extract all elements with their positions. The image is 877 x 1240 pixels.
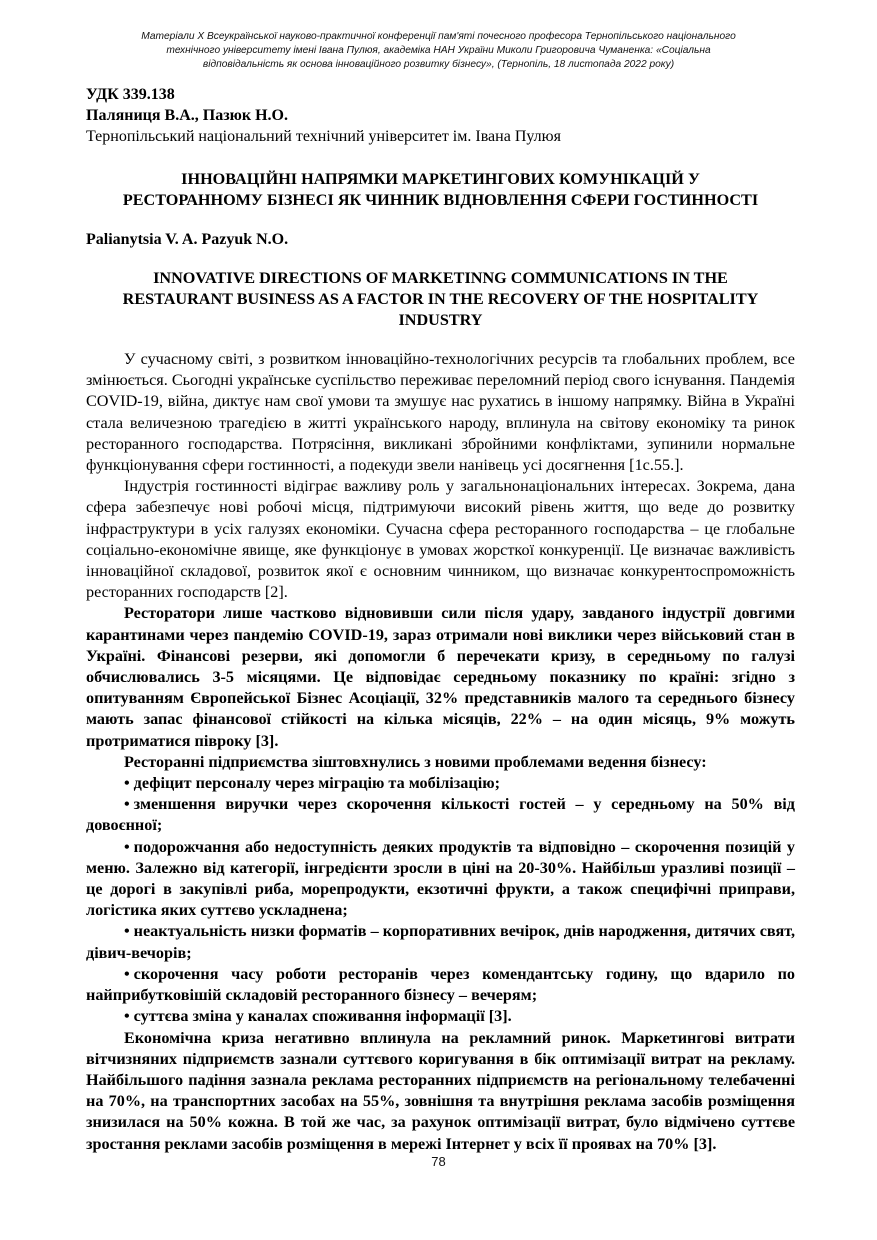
authors-en: Palianytsia V. A. Pazyuk N.O. xyxy=(86,231,289,248)
body-text xyxy=(86,349,795,1155)
bullet-text: неактуальність низки форматів – корпоративних вечірок, днів народження, дитячих свят, дівич-вечорів; xyxy=(86,922,795,962)
bullet-item xyxy=(86,964,795,1006)
bullet-marker: • xyxy=(124,964,130,983)
paragraph-3: Ресторатори лише частково відновивши сили після удару, завданого індустрії довгими карантинами через пандемію COVID-19, зараз отримали нові виклики через військовий стан в Україні. Фінансові резерви, які допомогли б перечекати кризу, в середньому по галузі обчислювались 3-5 місяцями. Це відповідає середньому показнику по країні: згідно з опитуванням Європейської Бізнес Асоціації, 32% представників малого та середнього бізнесу мають запас фінансової стійкості на кілька місяців, 22% – на один місяць, 9% можуть протриматися півроку [3]. xyxy=(86,604,795,750)
bullet-item xyxy=(86,794,795,836)
bullet-text: суттєва зміна у каналах споживання інформації [3]. xyxy=(133,1007,512,1026)
bullet-marker: • xyxy=(124,774,130,793)
paragraph-1: У сучасному світі, з розвитком інноваційно-технологічних ресурсів та глобальних проблем, все змінюється. Сьогодні українське суспільство переживає переломний період свого існування. Пандемія COVID-19, війна, диктує нам свої умови та змушує нас рухатись в іншому напрямку. Війна в Україні стала величезною трагедією в житті українського народу, вплинула на світову економіку та ринок ресторанного господарства. Потрясіння, викликані збройними конфліктами, зупинили нормальне функціонування сфери гостинності, а подекуди звели нанівець усі досягнення [1с.55.]. xyxy=(86,350,795,475)
bullet-marker: • xyxy=(124,922,130,941)
authors-ua: Паляниця В.А., Пазюк Н.О. xyxy=(86,107,288,124)
title-ua-line-2: РЕСТОРАННОМУ БІЗНЕСІ ЯК ЧИННИК ВІДНОВЛЕННЯ СФЕРИ ГОСТИННОСТІ xyxy=(122,191,759,209)
header-line-2: технічного університету імені Івана Пулюя, академіка НАН України Миколи Григоровича Чуманенка: «Соціальна xyxy=(166,45,711,56)
udc-code: УДК 339.138 xyxy=(86,86,175,103)
header-line-1: Матеріали Х Всеукраїнської науково-практичної конференції пам'яті почесного професора Тернопільського національного xyxy=(141,31,736,42)
article-body xyxy=(86,84,795,1155)
bullet-marker: • xyxy=(124,795,130,814)
bullet-item xyxy=(86,773,795,794)
title-ua-line-1: ІННОВАЦІЙНІ НАПРЯМКИ МАРКЕТИНГОВИХ КОМУНІКАЦІЙ У xyxy=(181,170,700,188)
bullet-item xyxy=(86,1006,795,1027)
bullet-text: зменшення виручки через скорочення кількості гостей – у середньому на 50% від довоєнної; xyxy=(86,795,795,835)
bullet-item xyxy=(86,837,795,922)
title-ua xyxy=(86,169,795,211)
title-en xyxy=(86,268,795,331)
header-line-3: відповідальність як основа інноваційного розвитку бізнесу», (Тернопіль, 18 листопада 2022 року) xyxy=(202,59,675,70)
paragraph-2: Індустрія гостинності відіграє важливу роль у загальнонаціональних інтересах. Зокрема, дана сфера забезпечує нові робочі місця, підтримуючи високий рівень життя, що веде до розвитку інфраструктури в усіх галузях економіки. Сучасна сфера ресторанного господарства – це глобальне соціально-економічне явище, яке функціонує в умовах жорсткої конкуренції. Це визначає важливість інноваційної складової, розвиток якої є основним чинником, що визначає конкурентоспроможність ресторанних господарств [2]. xyxy=(86,477,795,602)
paragraph-5: Економічна криза негативно вплинула на рекламний ринок. Маркетингові витрати вітчизняних підприємств зазнали суттєвого коригування в бік оптимізації витрат на рекламу. Найбільшого падіння зазнала реклама ресторанних підприємств на регіональному телебаченні на 70%, на транспортних засобах на 55%, зовнішня та внутрішня реклама засобів розміщення знизилася на 50% кожна. В той же час, за рахунок оптимізації витрат, було відмічено суттєве зростання реклами засобів розміщення в мережі Інтернет у всіх її проявах на 70% [3]. xyxy=(86,1028,795,1153)
bullet-text: скорочення часу роботи ресторанів через комендантську годину, що вдарило по найприбутковішій складовій ресторанного бізнесу – вечерям; xyxy=(86,964,795,1005)
title-en-line-2: RESTAURANT BUSINESS AS A FACTOR IN THE RECOVERY OF THE HOSPITALITY xyxy=(122,290,759,308)
page-number: 78 xyxy=(431,1154,446,1169)
title-en-line-1: INNOVATIVE DIRECTIONS OF MARKETINNG COMMUNICATIONS IN THE xyxy=(153,269,728,287)
affiliation: Тернопільський національний технічний університет ім. Івана Пулюя xyxy=(86,128,561,145)
bullet-item xyxy=(86,921,795,963)
paragraph-4: Ресторанні підприємства зіштовхнулись з новими проблемами ведення бізнесу: xyxy=(124,752,707,771)
article-meta xyxy=(86,84,795,147)
bullet-text: подорожчання або недоступність деяких продуктів та відповідно – скорочення позицій у меню. Залежно від категорії, інгредієнти зросли в ціні на 20-30%. Найбільш уразливі позиції – це дорогі в закупівлі риба, морепродукти, екзотичні фрукти, а також специфічні приправи, логістика яких суттєво ускладнена; xyxy=(86,837,795,920)
bullet-marker: • xyxy=(124,1007,130,1026)
bullet-marker: • xyxy=(124,837,130,856)
running-header xyxy=(82,30,795,72)
bullet-text: дефіцит персоналу через міграцію та мобілізацію; xyxy=(133,774,500,793)
title-en-line-3: INDUSTRY xyxy=(398,311,483,329)
